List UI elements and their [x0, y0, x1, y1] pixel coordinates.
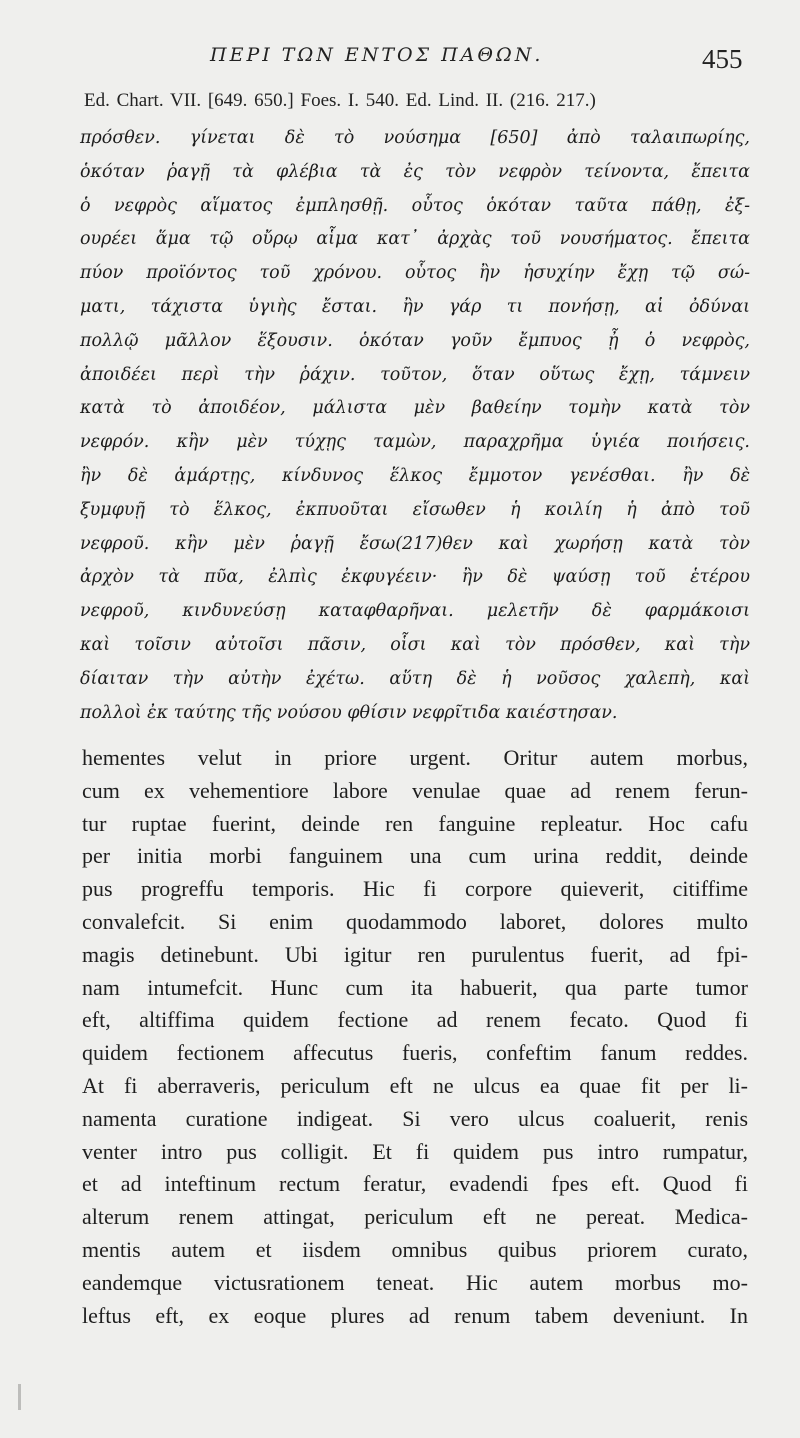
- greek-line: ματι, τάχιστα ὑγιὴς ἔσται. ἢν γάρ τι πονήσῃ, αἱ ὀδύναι: [80, 296, 750, 317]
- edition-reference-line: Ed. Chart. VII. [649. 650.] Foes. I. 540. Ed. Lind. II. (216. 217.): [84, 90, 596, 111]
- latin-line: tur ruptae fuerint, deinde ren fanguine repleatur. Hoc cafu: [82, 810, 748, 836]
- greek-line: κατὰ τὸ ἀποιδέον, μάλιστα μὲν βαθείην τομὴν κατὰ τὸν: [80, 398, 750, 419]
- margin-mark: [18, 1384, 21, 1410]
- latin-line: pus progreffu temporis. Hic fi corpore quieverit, citiffime: [82, 876, 748, 902]
- latin-line: quidem fectionem affecutus fueris, confeftim fanum reddes.: [82, 1040, 748, 1066]
- latin-line: At fi aberraveris, periculum eft ne ulcus ea quae fit per li-: [82, 1072, 748, 1098]
- page-number: 455: [702, 44, 743, 74]
- latin-line: alterum renem attingat, periculum eft ne pereat. Medica-: [82, 1204, 748, 1230]
- greek-line: νεφροῦ. κἢν μὲν ῥαγῇ ἔσω(217)θεν καὶ χωρήσῃ κατὰ τὸν: [80, 533, 750, 554]
- greek-line: πολλῷ μᾶλλον ἕξουσιν. ὁκόταν γοῦν ἔμπυος ᾖ ὁ νεφρὸς,: [80, 330, 750, 351]
- latin-line: eft, altiffima quidem fectione ad renem fecato. Quod fi: [82, 1007, 748, 1033]
- latin-line: mentis autem et iisdem omnibus quibus priorem curato,: [82, 1236, 748, 1262]
- greek-line: ὁ νεφρὸς αἵματος ἐμπλησθῇ. οὗτος ὁκόταν ταῦτα πάθῃ, ἐξ-: [80, 195, 750, 216]
- greek-line: ἀρχὸν τὰ πῦα, ἐλπὶς ἐκφυγέειν· ἢν δὲ ψαύσῃ τοῦ ἑτέρου: [80, 567, 750, 588]
- greek-line: ουρέει ἅμα τῷ οὔρῳ αἷμα κατ᾽ ἀρχὰς τοῦ νουσήματος. ἔπειτα: [80, 229, 750, 250]
- greek-line: ὁκόταν ῥαγῇ τὰ φλέβια τὰ ἐς τὸν νεφρὸν τείνοντα, ἔπειτα: [80, 161, 750, 182]
- greek-line: πρόσθεν. γίνεται δὲ τὸ νούσημα [650] ἀπὸ ταλαιπωρίης,: [80, 128, 750, 148]
- greek-line: ἀποιδέει περὶ τὴν ῥάχιν. τοῦτον, ὅταν οὕτως ἔχῃ, τάμνειν: [80, 364, 750, 385]
- greek-line: πολλοὶ ἐκ ταύτης τῆς νούσου φθίσιν νεφρῖτιδα καιέστησαν.: [80, 702, 618, 723]
- latin-line: leftus eft, ex eoque plures ad renum tabem deveniunt. In: [82, 1302, 748, 1328]
- greek-line: νεφροῦ, κινδυνεύσῃ καταφθαρῆναι. μελετῆν δὲ φαρμάκοισι: [80, 601, 750, 622]
- greek-line: δίαιταν τὴν αὐτὴν ἐχέτω. αὕτη δὲ ἡ νοῦσος χαλεπὴ, καὶ: [80, 668, 750, 689]
- latin-line: namenta curatione indigeat. Si vero ulcus coaluerit, renis: [82, 1105, 748, 1131]
- greek-text-block: [80, 122, 750, 730]
- latin-line: cum ex vehementiore labore venulae quae ad renem ferun-: [82, 777, 748, 803]
- latin-line: per initia morbi fanguinem una cum urina reddit, deinde: [82, 843, 748, 869]
- latin-line: nam intumefcit. Hunc cum ita habuerit, qua parte tumor: [82, 974, 748, 1000]
- latin-line: hementes velut in priore urgent. Oritur autem morbus,: [82, 745, 748, 770]
- greek-line: καὶ τοῖσιν αὐτοῖσι πᾶσιν, οἷσι καὶ τὸν πρόσθεν, καὶ τὴν: [80, 634, 750, 655]
- greek-line: ξυμφυῇ τὸ ἕλκος, ἐκπυοῦται εἴσωθεν ἡ κοιλίη ἡ ἀπὸ τοῦ: [80, 499, 750, 520]
- latin-line: magis detinebunt. Ubi igitur ren purulentus fuerit, ad fpi-: [82, 941, 748, 967]
- greek-line: ἢν δὲ ἁμάρτῃς, κίνδυνος ἕλκος ἔμμοτον γενέσθαι. ἢν δὲ: [80, 465, 750, 486]
- greek-line: νεφρόν. κἢν μὲν τύχῃς ταμὼν, παραχρῆμα ὑγιέα ποιήσεις.: [80, 432, 750, 453]
- running-title: ΠΕΡΙ ΤΩΝ ΕΝΤΟΣ ΠΑΘΩΝ.: [210, 44, 544, 66]
- latin-line: eandemque victusrationem teneat. Hic autem morbus mo-: [82, 1269, 748, 1295]
- latin-line: venter intro pus colligit. Et fi quidem pus intro rumpatur,: [82, 1138, 748, 1164]
- latin-line: et ad inteftinum rectum feratur, evadendi fpes eft. Quod fi: [82, 1171, 748, 1197]
- latin-line: convalefcit. Si enim quodammodo laboret, dolores multo: [82, 908, 748, 934]
- greek-line: πύον προϊόντος τοῦ χρόνου. οὗτος ἢν ἡσυχίην ἔχῃ τῷ σώ-: [80, 263, 750, 284]
- latin-text-block: [82, 742, 748, 1332]
